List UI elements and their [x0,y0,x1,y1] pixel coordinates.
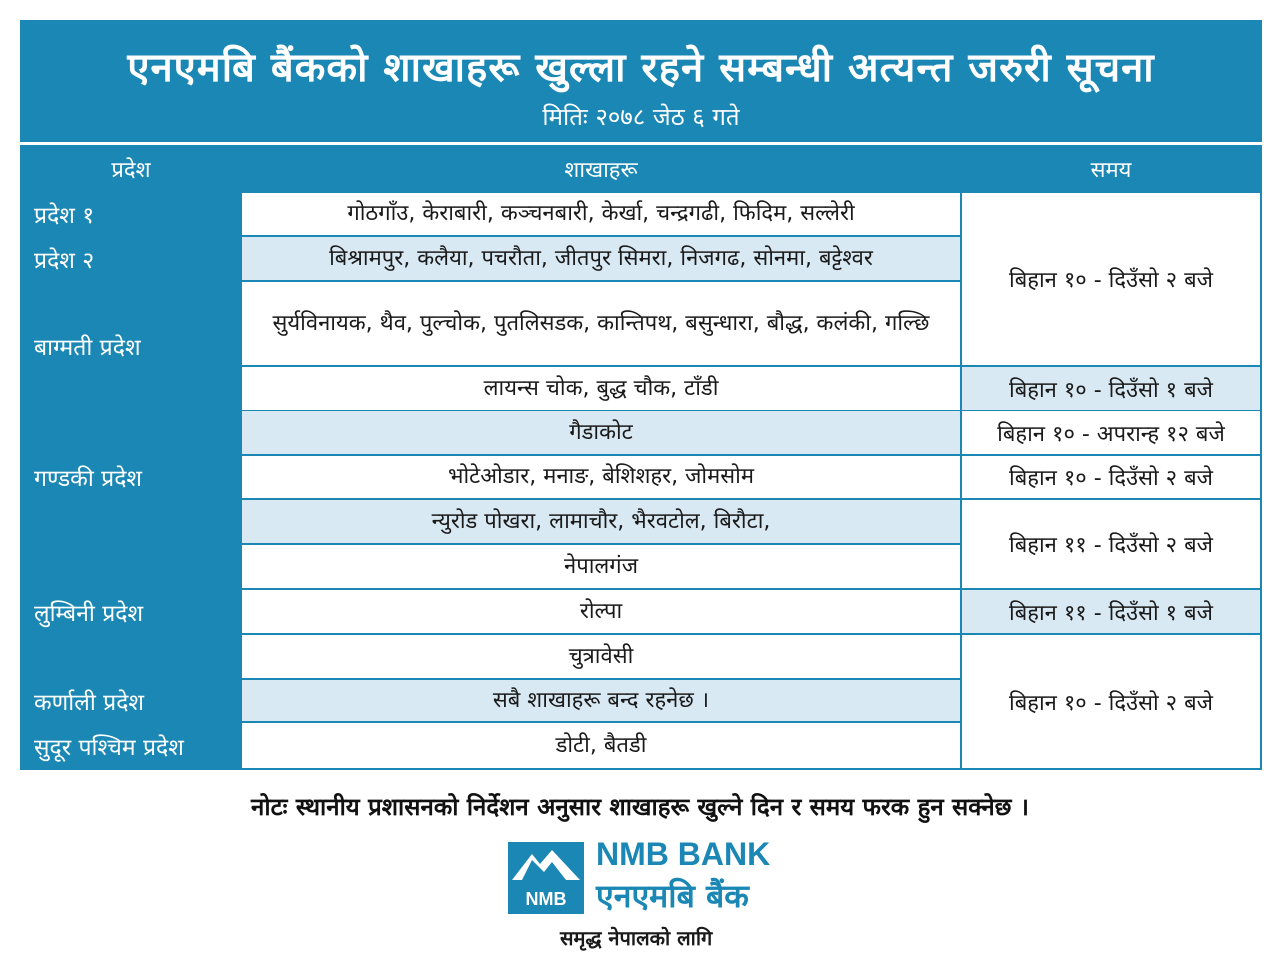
branch-cell: न्युरोड पोखरा, लामाचौर, भैरवटोल, बिरौटा, [242,500,960,543]
branch-cell: सुर्यविनायक, थैव, पुल्चोक, पुतलिसडक, कान्तिपथ, बसुन्धारा, बौद्ध, कलंकी, गल्छि [242,282,960,365]
province-cell: प्रदेश २ [34,247,95,274]
province-cell: कर्णाली प्रदेश [34,689,145,716]
branch-schedule-table [20,145,1262,770]
province-cell: बाग्मती प्रदेश [34,335,141,361]
column-header-time: समय [1090,157,1132,183]
time-cell: बिहान ११ - दिउँसो १ बजे [962,590,1260,633]
notice-title: एनएमबि बैंकको शाखाहरू खुल्ला रहने सम्बन्धी अत्यन्त जरुरी सूचना [127,45,1155,91]
time-cell: बिहान ११ - दिउँसो २ बजे [962,500,1260,588]
branch-cell: नेपालगंज [242,545,960,588]
branch-cell: डोटी, बैतडी [242,723,960,768]
branch-cell: भोटेओडार, मनाङ, बेशिशहर, जोमसोम [242,456,960,498]
brand-name-en: NMB BANK [596,836,771,872]
logo-text: NMB [525,889,567,909]
branch-cell: बिश्रामपुर, कलैया, पचरौता, जीतपुर सिमरा, निजगढ, सोनमा, बट्टेश्वर [242,237,960,280]
branch-cell: लायन्स चोक, बुद्ध चौक, टाँडी [242,367,960,410]
province-cell: प्रदेश १ [34,203,95,229]
column-header-province: प्रदेश [111,157,151,183]
notice-date: मितिः २०७८ जेठ ६ गते [542,103,740,131]
column-header-branches: शाखाहरू [564,157,638,183]
brand-tagline: समृद्ध नेपालको लागि [560,926,713,950]
notice-header [20,20,1262,142]
branch-cell: रोल्पा [242,590,960,633]
time-cell: बिहान १० - दिउँसो १ बजे [962,367,1260,410]
branch-cell: चुत्रावेसी [242,635,960,678]
time-cell: बिहान १० - अपरान्ह १२ बजे [962,411,1260,454]
time-cell: बिहान १० - दिउँसो २ बजे [962,456,1260,498]
branch-cell: गैडाकोट [242,411,960,454]
brand-name-np: एनएमबि बैंक [596,877,749,915]
province-cell: लुम्बिनी प्रदेश [34,600,144,627]
branch-cell: सबै शाखाहरू बन्द रहनेछ । [242,680,960,721]
branch-cell: गोठगाँउ, केराबारी, कञ्चनबारी, केर्खा, चन्द्रगढी, फिदिम, सल्लेरी [242,193,960,235]
footnote: नोटः स्थानीय प्रशासनको निर्देशन अनुसार शाखाहरू खुल्ने दिन र समय फरक हुन सक्नेछ । [251,793,1029,821]
province-cell: सुदूर पश्चिम प्रदेश [34,734,184,761]
time-cell: बिहान १० - दिउँसो २ बजे [962,635,1260,768]
time-cell: बिहान १० - दिउँसो २ बजे [962,193,1260,365]
province-cell: गण्डकी प्रदेश [34,466,143,492]
nmb-logo [508,842,584,914]
